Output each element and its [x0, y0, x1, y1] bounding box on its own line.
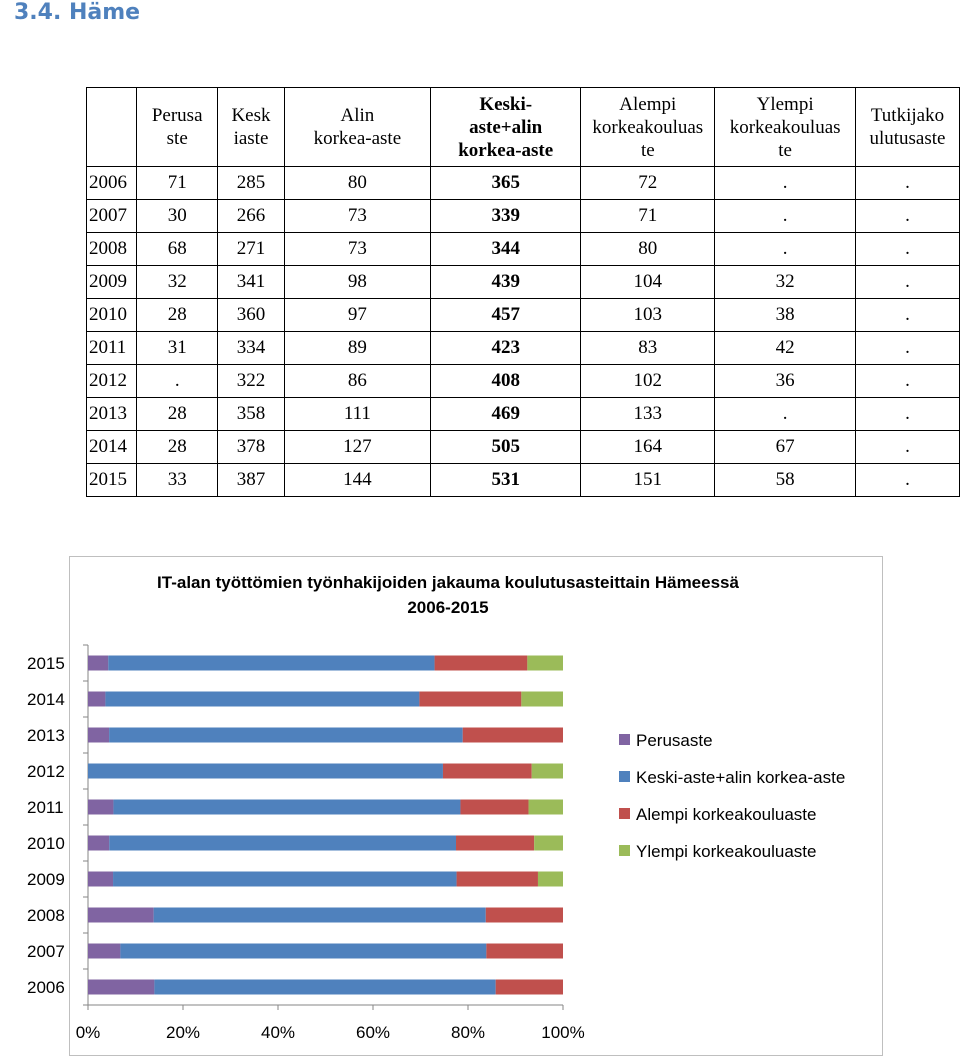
table-cell: 133	[581, 398, 715, 431]
bar-segment	[527, 656, 563, 671]
bar-segment	[456, 836, 534, 851]
bar-segment	[88, 656, 108, 671]
table-cell: 38	[715, 299, 856, 332]
table-cell: 322	[218, 365, 284, 398]
legend-swatch	[619, 734, 630, 745]
bar-segment	[457, 872, 538, 887]
table-cell: 358	[218, 398, 284, 431]
column-header-line: ste	[166, 128, 188, 149]
table-cell: 83	[581, 332, 715, 365]
bar-segment	[435, 656, 528, 671]
chart-title-line2: 2006-2015	[407, 598, 489, 617]
table-cell: 127	[284, 431, 431, 464]
table-cell: 151	[581, 464, 715, 497]
bar-segment	[529, 800, 563, 815]
x-tick-label: 100%	[541, 1023, 585, 1042]
bar-segment	[120, 944, 486, 959]
table-cell: 71	[581, 200, 715, 233]
table-cell: .	[855, 332, 959, 365]
y-tick-label: 2010	[27, 834, 65, 853]
bar-segment	[521, 692, 563, 707]
column-header-line: iaste	[233, 128, 269, 149]
y-tick-label: 2014	[27, 690, 65, 709]
table-cell: .	[855, 200, 959, 233]
year-cell: 2014	[87, 431, 137, 464]
legend-label: Keski-aste+alin korkea-aste	[636, 768, 846, 787]
section-heading: 3.4. Häme	[14, 0, 141, 25]
x-tick-label: 60%	[355, 1023, 391, 1042]
table-cell: 58	[715, 464, 856, 497]
bar-segment	[538, 872, 563, 887]
table-cell: 387	[218, 464, 284, 497]
bar-segment	[88, 800, 113, 815]
table-cell: 89	[284, 332, 431, 365]
column-header-line: korkea-aste	[313, 128, 402, 149]
table-cell: 31	[137, 332, 218, 365]
bar-segment	[88, 908, 154, 923]
table-cell: 97	[284, 299, 431, 332]
table-cell: 71	[137, 167, 218, 200]
column-header-line: Keski-	[479, 93, 533, 115]
table-cell: 266	[218, 200, 284, 233]
bar-segment	[88, 692, 105, 707]
table-cell: .	[715, 167, 856, 200]
table-cell: 531	[431, 464, 581, 497]
table-cell: 80	[581, 233, 715, 266]
table-cell: .	[855, 266, 959, 299]
bar-segment	[88, 836, 109, 851]
year-cell: 2011	[87, 332, 137, 365]
table-cell: .	[855, 398, 959, 431]
table-cell: 36	[715, 365, 856, 398]
column-header-line: te	[640, 139, 655, 161]
table-cell: .	[715, 200, 856, 233]
table-cell: 334	[218, 332, 284, 365]
table-cell: .	[855, 464, 959, 497]
legend-label: Ylempi korkeakouluaste	[636, 842, 817, 861]
table-cell: 102	[581, 365, 715, 398]
table-cell: 30	[137, 200, 218, 233]
bar-segment	[154, 908, 486, 923]
year-cell: 2012	[87, 365, 137, 398]
column-header-line: Alempi	[619, 93, 677, 115]
column-header-line: te	[778, 139, 792, 161]
table-cell: 365	[431, 167, 581, 200]
bar-segment	[534, 836, 563, 851]
bar-segment	[486, 944, 563, 959]
y-tick-label: 2009	[27, 870, 65, 889]
y-tick-label: 2006	[27, 978, 65, 997]
year-cell: 2007	[87, 200, 137, 233]
table-cell: 360	[218, 299, 284, 332]
y-tick-label: 2015	[27, 654, 65, 673]
table-cell: .	[855, 365, 959, 398]
y-tick-label: 2011	[27, 798, 64, 817]
year-cell: 2010	[87, 299, 137, 332]
bar-segment	[113, 800, 460, 815]
table-cell: .	[855, 167, 959, 200]
year-cell: 2009	[87, 266, 137, 299]
column-header-line: Ylempi	[756, 93, 814, 115]
table-cell: 67	[715, 431, 856, 464]
table-cell: 378	[218, 431, 284, 464]
table-cell: .	[137, 365, 218, 398]
table-cell: 164	[581, 431, 715, 464]
bar-segment	[532, 764, 563, 779]
table-cell: 80	[284, 167, 431, 200]
table-cell: 423	[431, 332, 581, 365]
table-cell: 505	[431, 431, 581, 464]
column-header-line: Kesk	[231, 105, 271, 126]
bar-segment	[109, 728, 463, 743]
y-tick-label: 2013	[27, 726, 65, 745]
table-cell: .	[715, 233, 856, 266]
table-cell: 32	[137, 266, 218, 299]
table-cell: 68	[137, 233, 218, 266]
table-cell: 42	[715, 332, 856, 365]
table-cell: 111	[284, 398, 431, 431]
bar-segment	[443, 764, 532, 779]
bar-segment	[88, 728, 109, 743]
table-cell: 103	[581, 299, 715, 332]
column-header-line: Tutkijako	[870, 105, 945, 126]
table-cell: 28	[137, 299, 218, 332]
bar-segment	[486, 908, 563, 923]
legend-swatch	[619, 845, 630, 856]
bar-segment	[419, 692, 521, 707]
column-header-line: korkea-aste	[458, 139, 554, 161]
table-cell: 469	[431, 398, 581, 431]
y-tick-label: 2008	[27, 906, 65, 925]
y-tick-label: 2012	[27, 762, 65, 781]
bar-segment	[88, 980, 154, 995]
bar-segment	[496, 980, 563, 995]
column-header-line: Perusa	[151, 105, 203, 126]
bar-segment	[88, 872, 113, 887]
y-tick-label: 2007	[27, 942, 65, 961]
bar-segment	[154, 980, 495, 995]
year-cell: 2015	[87, 464, 137, 497]
x-tick-label: 20%	[165, 1023, 201, 1042]
table-cell: 33	[137, 464, 218, 497]
table-cell: 98	[284, 266, 431, 299]
legend-swatch	[619, 808, 630, 819]
table-cell: .	[855, 299, 959, 332]
table-cell: 285	[218, 167, 284, 200]
bar-segment	[88, 764, 443, 779]
x-tick-label: 80%	[450, 1023, 486, 1042]
bar-segment	[463, 728, 563, 743]
bar-segment	[113, 872, 457, 887]
bar-segment	[88, 944, 120, 959]
table-cell: 408	[431, 365, 581, 398]
table-cell: 104	[581, 266, 715, 299]
legend-swatch	[619, 771, 630, 782]
table-cell: 32	[715, 266, 856, 299]
bar-segment	[460, 800, 528, 815]
table-cell: 28	[137, 398, 218, 431]
legend-label: Perusaste	[636, 731, 713, 750]
column-header-line: korkeakouluas	[592, 116, 704, 138]
legend-label: Alempi korkeakouluaste	[636, 805, 817, 824]
table-cell: 341	[218, 266, 284, 299]
table-cell: .	[855, 233, 959, 266]
bar-segment	[108, 656, 434, 671]
table-cell: 73	[284, 233, 431, 266]
table-cell: 86	[284, 365, 431, 398]
table-cell: 344	[431, 233, 581, 266]
table-cell: .	[715, 398, 856, 431]
table-cell: 73	[284, 200, 431, 233]
table-cell: 144	[284, 464, 431, 497]
year-cell: 2006	[87, 167, 137, 200]
column-header-line: ulutusaste	[869, 128, 946, 149]
chart-title-line1: IT-alan työttömien työnhakijoiden jakauma koulutusasteittain Hämeessä	[157, 573, 739, 592]
bar-segment	[109, 836, 456, 851]
column-header-line: korkeakouluas	[729, 116, 841, 138]
year-cell: 2013	[87, 398, 137, 431]
table-cell: .	[855, 431, 959, 464]
table-cell: 457	[431, 299, 581, 332]
x-tick-label: 40%	[260, 1023, 296, 1042]
column-header-line: Alin	[340, 105, 375, 126]
x-tick-label: 0%	[75, 1023, 101, 1042]
table-cell: 439	[431, 266, 581, 299]
year-cell: 2008	[87, 233, 137, 266]
table-cell: 339	[431, 200, 581, 233]
table-cell: 271	[218, 233, 284, 266]
table-cell: 72	[581, 167, 715, 200]
bar-segment	[105, 692, 419, 707]
column-header-line: aste+alin	[469, 116, 543, 138]
table-cell: 28	[137, 431, 218, 464]
